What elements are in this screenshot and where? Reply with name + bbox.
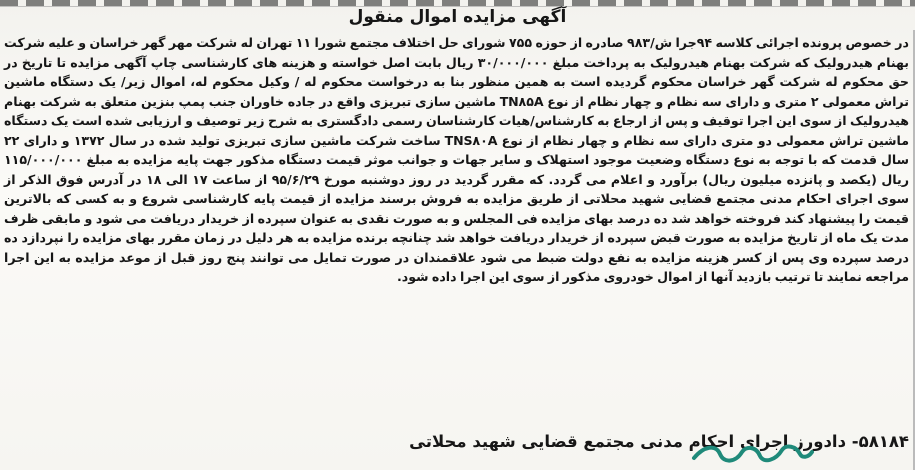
signature-mark	[690, 436, 815, 468]
notice-body: در خصوص پرونده اجرائی کلاسه ۹۴جرا ش/۹۸۳ صادره از حوزه ۷۵۵ شورای حل اختلاف مجتمع شورا ۱۱ تهران له شرکت مهر گهر خراسان و علیه شرکت بهنام هیدرولیک که شرکت بهنام هیدرولیک به پرداخت مبلغ ۳۰/۰۰۰/۰۰۰ ریال بابت اصل خواسته و هزینه های کارشناسی چاپ آگهی مزایده تا تاریخ در حق محکوم له شرکت گهر خراسان محکوم گردیده است به همین منظور بنا به درخواست محکوم له / وکیل محکوم له، اموال زیر/ یک دستگاه ماشین تراش معمولی ۲ متری و دارای سه نظام و چهار نظام از نوع TN۸۵A ماشین سازی تبریزی واقع در جاده خاوران جنب پمپ بنزین متعلق به شرکت بهنام هیدرولیک از سوی این اجرا توقیف و پس از ارجاع به کارشناس/هیات کارشناسان رسمی دادگستری به شرح زیر توصیف و ارزیابی شده است یک دستگاه ماشین تراش معمولی دو متری دارای سه نظام و چهار نظام از نوع TNS۸۰A ساخت شرکت ماشین سازی تبریزی تولید شده در سال ۱۳۷۲ و دارای ۲۲ سال قدمت که با توجه به نوع دستگاه وضعیت موجود استهلاک و سایر جهات و جوانب موثر قیمت دستگاه مذکور جهت پایه مزایده به مبلغ ۱۱۵/۰۰۰/۰۰۰ ریال (یکصد و پانزده میلیون ریال) برآورد و اعلام می گردد. که مقرر گردید در روز دوشنبه مورخ ۹۵/۶/۲۹ از ساعت ۱۷ الی ۱۸ در آدرس فوق الذکر از سوی اجرای احکام مدنی مجتمع قضایی شهید محلاتی از طریق مزایده به فروش برسند مزایده از قیمت پایه کارشناسی شروع و به کسی که بالاترین قیمت را پیشنهاد کند فروخته خواهد شد ده درصد بهای مزایده فی المجلس و به صورت نقدی به عنوان سپرده از خریدار دریافت می شود و مابقی ظرف مدت یک ماه از تاریخ مزایده به صورت قبض سپرده از خریدار دریافت خواهد شد چنانچه برنده مزایده به هر دلیل در زمان مقرر بهای مزایده را نپردازد ده درصد سپرده وی پس از کسر هزینه مزایده به نفع دولت ضبط می شود علاقمندان در صورت تمایل می توانند پنج روز قبل از موعد مزایده به این اجرا مراجعه نمایند تا ترتیب بازدید آنها از اموال خودروی مذکور از سوی این اجرا داده شود.	[4, 35, 910, 284]
notice-title: آگهی مزایده اموال منقول	[348, 7, 567, 27]
notice-footer: ۵۸۱۸۴- دادورز اجرای احکام مدنی مجتمع قضایی شهید محلاتی	[409, 432, 909, 451]
